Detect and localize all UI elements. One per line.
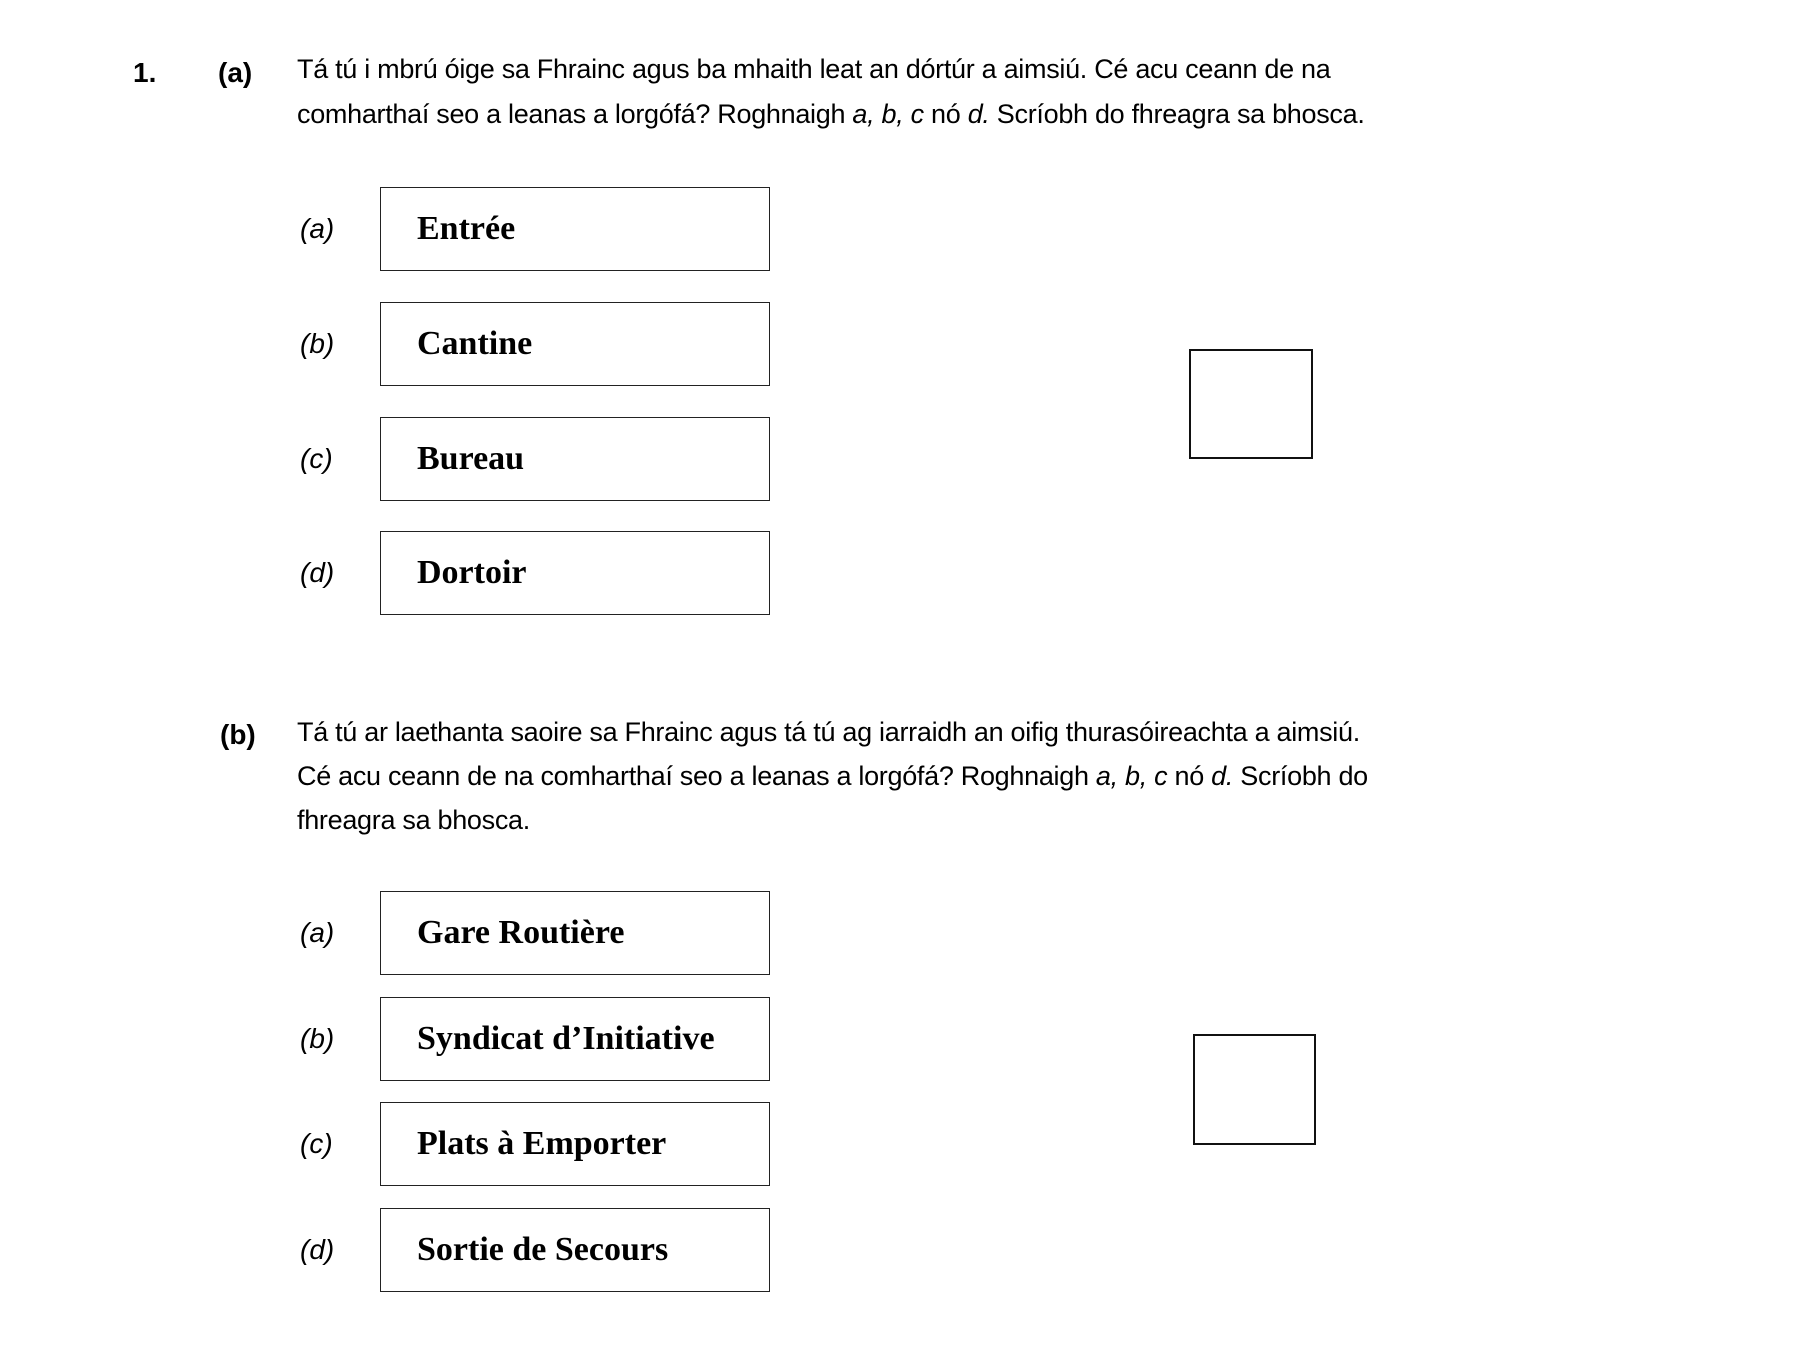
prompt-text: Scríobh do [1233,761,1368,791]
option-label: (d) [300,557,335,588]
part-b-answer-box[interactable] [1193,1034,1316,1145]
part-a-prompt-line-1: Tá tú i mbrú óige sa Fhrainc agus ba mhaith leat an dórtúr a aimsiú. Cé acu ceann de na [297,54,1331,84]
option-label: (a) [300,213,335,244]
part-a-prompt-line-2 [297,92,1717,137]
option-sign[interactable]: Bureau [380,417,770,501]
prompt-choices-italic: a, b, c [1095,761,1168,791]
option-label: (b) [300,328,335,359]
prompt-text: comharthaí seo a leanas a lorgófá? Roghnaigh [297,99,853,129]
part-b-prompt-line-3: fhreagra sa bhosca. [297,805,530,835]
option-sign[interactable]: Sortie de Secours [380,1208,770,1292]
part-b-option-d [300,1208,770,1292]
option-sign[interactable]: Syndicat d’Initiative [380,997,770,1081]
prompt-text: Scríobh do fhreagra sa bhosca. [989,99,1365,129]
part-a-option-c [300,417,770,501]
question-number: 1. [133,57,157,88]
option-label: (a) [300,917,335,948]
part-b-option-c [300,1102,770,1186]
option-sign[interactable]: Gare Routière [380,891,770,975]
option-label: (c) [300,1128,333,1159]
option-label: (d) [300,1234,335,1265]
prompt-text: Cé acu ceann de na comharthaí seo a leanas a lorgófá? Roghnaigh [297,761,1096,791]
option-sign[interactable]: Dortoir [380,531,770,615]
part-b-prompt [297,710,1717,842]
part-a-label: (a) [218,57,253,88]
part-b-option-a [300,891,770,975]
part-b-option-b [300,997,770,1081]
part-a-answer-box[interactable] [1189,349,1313,459]
part-a-prompt [297,47,1717,137]
prompt-choice-d-italic: d. [1211,761,1234,791]
prompt-choice-d-italic: d. [967,99,990,129]
option-label: (b) [300,1023,335,1054]
prompt-text: nó [1167,761,1212,791]
option-sign[interactable]: Plats à Emporter [380,1102,770,1186]
option-sign[interactable]: Cantine [380,302,770,386]
part-a-option-b [300,302,770,386]
prompt-choices-italic: a, b, c [852,99,924,129]
option-sign[interactable]: Entrée [380,187,770,271]
prompt-text: nó [923,99,968,129]
part-a-option-a [300,187,770,271]
part-b-prompt-line-2 [297,754,1717,798]
part-b-label: (b) [220,719,256,750]
option-label: (c) [300,443,333,474]
part-b-prompt-line-1: Tá tú ar laethanta saoire sa Fhrainc agus tá tú ag iarraidh an oifig thurasóireachta a aimsiú. [297,717,1360,747]
part-a-option-d [300,531,770,615]
